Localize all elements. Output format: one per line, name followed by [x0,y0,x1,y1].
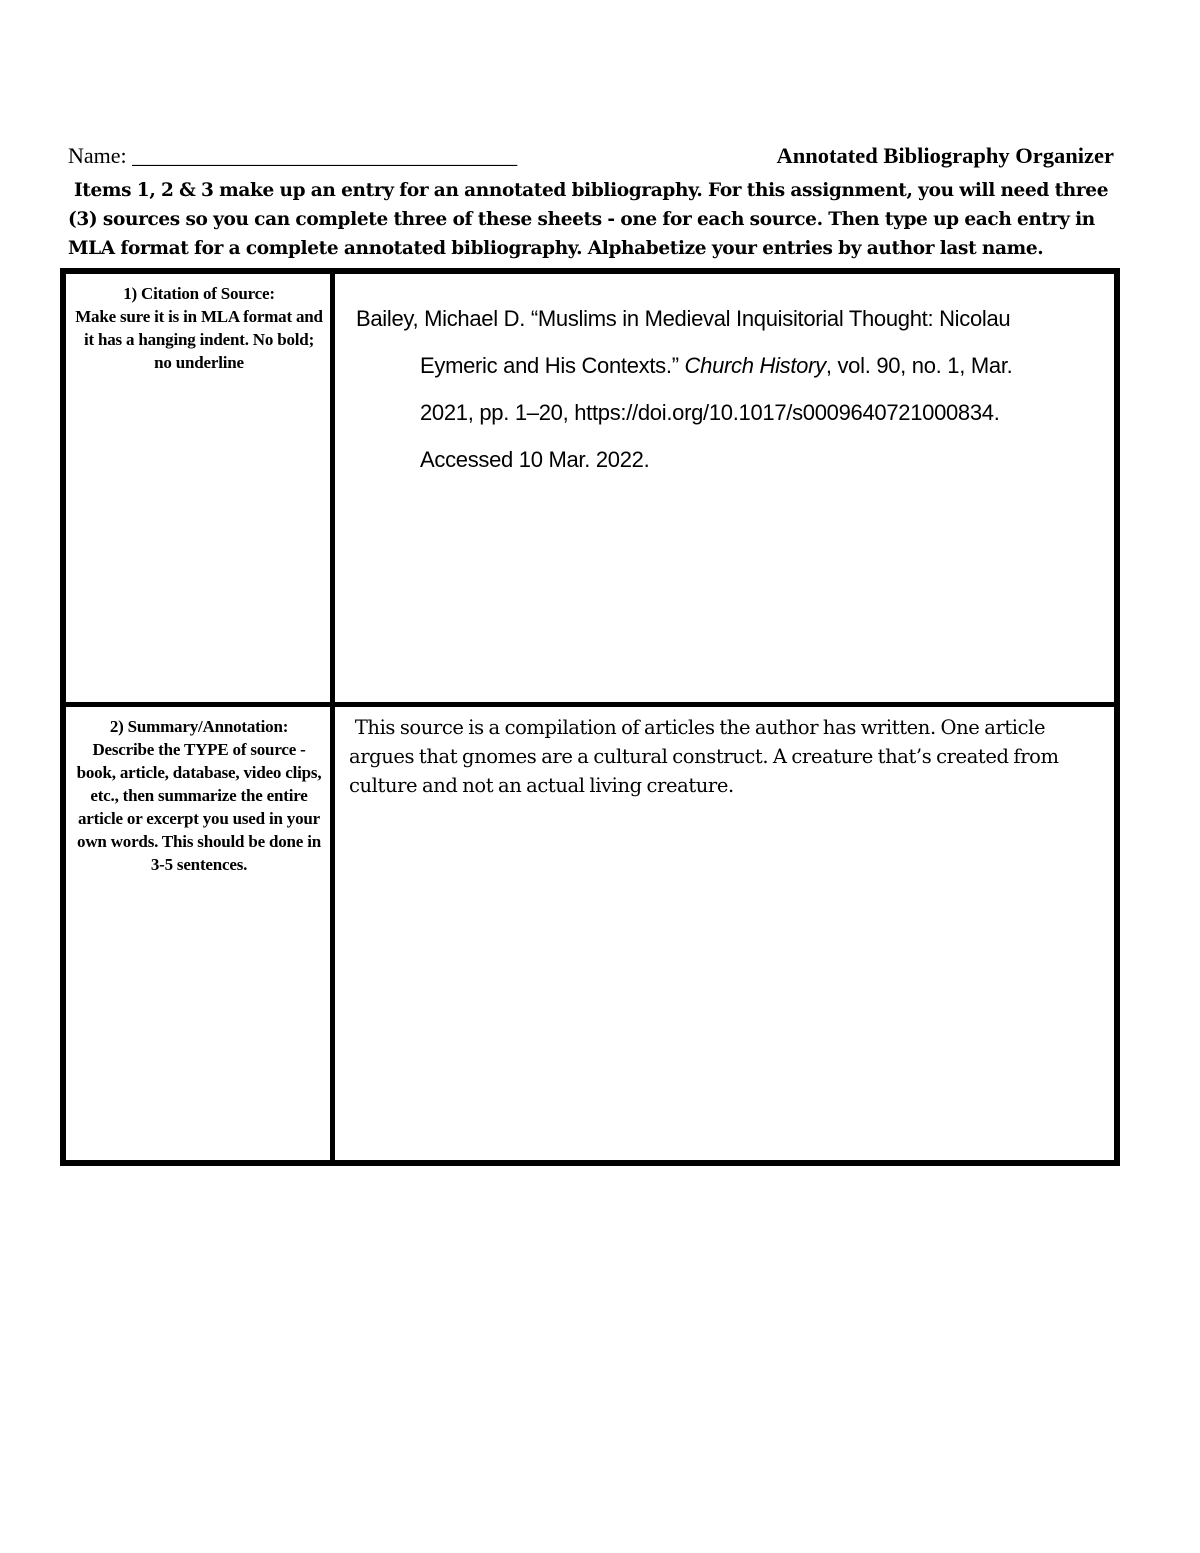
citation-text-line: Accessed 10 Mar. 2022. [420,447,650,472]
summary-label-instructions: Describe the TYPE of source - book, article, database, video clips, etc., then summarize the entire article or excerpt you used in your own words. This should be done in 3-5 sentences. [76,740,322,874]
page-header [68,143,1114,175]
organizer-table [60,268,1120,1166]
name-field-label: Name: ___________________________________ [68,143,518,168]
journal-title: Church History [684,353,826,378]
citation-text-fragment: , vol. 90, no. 1, Mar. [825,353,1013,378]
instructions-line: MLA format for a complete annotated bibliography. Alphabetize your entries by author last name. [68,238,1044,259]
instructions [68,176,1128,263]
summary-text: This source is a compilation of articles the author has written. One article argues that gnomes are a cultural construct. A creature that’s created from culture and not an actual living creature. [349,716,1064,797]
summary-label-cell [66,707,335,1160]
citation-label-cell [66,274,335,702]
citation-text-line: 2021, pp. 1–20, https://doi.org/10.1017/s0009640721000834. [420,400,1000,425]
instructions-line: (3) sources so you can complete three of these sheets - one for each source. Then type up each entry in [68,209,1095,230]
citation-text-line: Bailey, Michael D. “Muslims in Medieval Inquisitorial Thought: Nicolau [356,306,1011,331]
document-title: Annotated Bibliography Organizer [776,143,1114,168]
instructions-line: Items 1, 2 & 3 make up an entry for an annotated bibliography. For this assignment, you will need three [74,180,1109,201]
citation-content-cell[interactable] [340,274,1114,702]
citation-text-fragment: Eymeric and His Contexts.” [420,353,685,378]
summary-content-cell[interactable] [340,707,1114,1160]
citation-label-instructions: Make sure it is in MLA format and it has a hanging indent. No bold; no underline [75,307,323,372]
citation-text-line [356,342,1108,389]
citation-label-title: 1) Citation of Source: [123,284,275,303]
summary-label-title: 2) Summary/Annotation: [109,717,289,736]
